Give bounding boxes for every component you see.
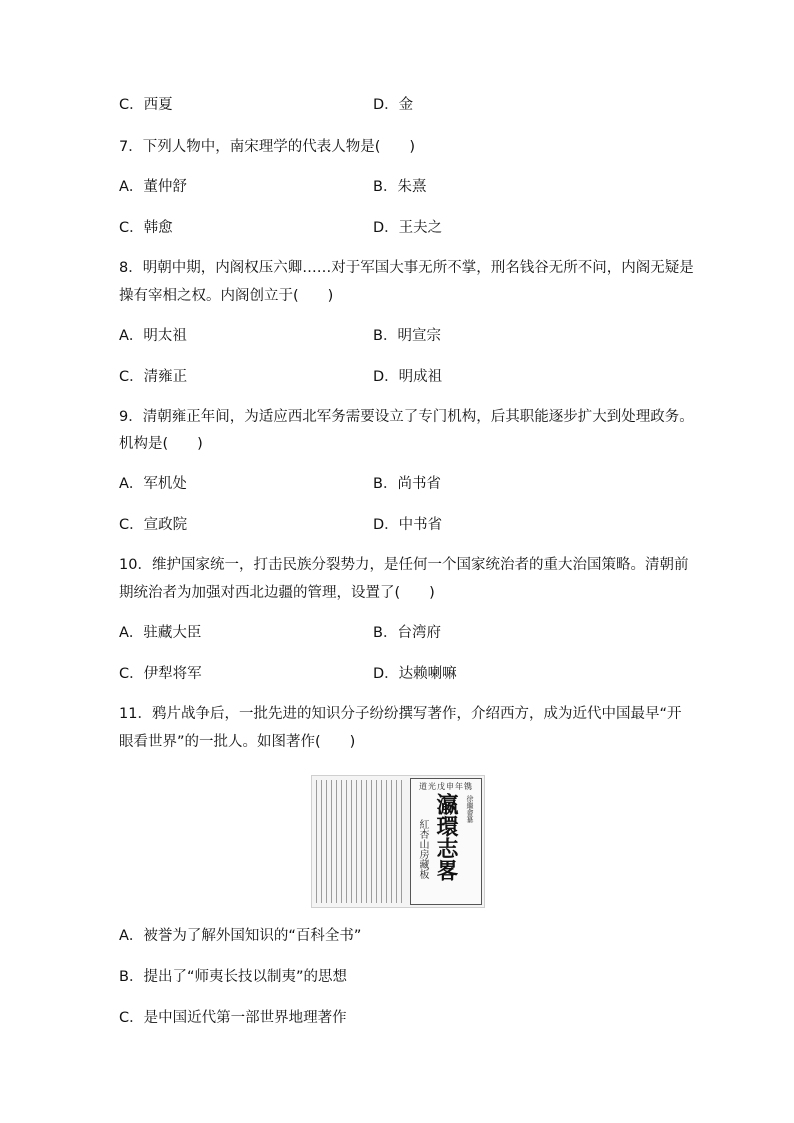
book-title-page [410, 778, 482, 905]
q8-stem-line1: 8．明朝中期，内阁权压六卿……对于军国大事无所不掌，刑名钱谷无所不问，内阁无疑是 [119, 260, 694, 276]
q8-stem-line2: 操有宰相之权。内阁创立于( ) [119, 288, 334, 304]
q7-option-d: D．王夫之 [373, 220, 443, 236]
q7-option-a: A．董仲舒 [119, 179, 187, 195]
q7-option-b: B．朱熹 [373, 179, 427, 195]
book-author: 徐繼畬纂 [466, 795, 474, 823]
q9-stem-line2: 机构是( ) [119, 436, 203, 452]
q10-stem-line1: 10．维护国家统一，打击民族分裂势力，是任何一个国家统治者的重大治国策略。清朝前 [119, 557, 689, 573]
q7-option-c: C．韩愈 [119, 220, 173, 236]
q8-option-d: D．明成祖 [373, 369, 443, 385]
q11-stem-line2: 眼看世界”的一批人。如图著作( ) [119, 734, 356, 750]
book-title: 瀛環志畧 [433, 793, 459, 881]
q8-option-b: B．明宣宗 [373, 328, 441, 344]
q9-option-d: D．中书省 [373, 517, 443, 533]
book-cover-image [311, 775, 485, 908]
q11-option-c: C．是中国近代第一部世界地理著作 [119, 1010, 347, 1026]
book-publisher: 紅杏山房藏板 [417, 819, 428, 879]
q7-stem: 7．下列人物中，南宋理学的代表人物是( ) [119, 139, 416, 155]
q8-option-a: A．明太祖 [119, 328, 187, 344]
q11-stem-line1: 11．鸦片战争后，一批先进的知识分子纷纷撰写著作，介绍西方，成为近代中国最早“开 [119, 706, 682, 722]
q9-option-b: B．尚书省 [373, 476, 441, 492]
book-text-page [316, 780, 406, 903]
q6-option-d: D．金 [373, 97, 414, 113]
book-edition-label: 道光戊申年镌 [419, 782, 473, 791]
q9-stem-line1: 9．清朝雍正年间，为适应西北军务需要设立了专门机构，后其职能逐步扩大到处理政务。 [119, 409, 694, 425]
q10-option-d: D．达赖喇嘛 [373, 666, 457, 682]
q10-option-a: A．驻藏大臣 [119, 625, 202, 641]
q9-option-a: A．军机处 [119, 476, 187, 492]
q6-option-c: C．西夏 [119, 97, 173, 113]
q10-option-b: B．台湾府 [373, 625, 441, 641]
q8-option-c: C．清雍正 [119, 369, 188, 385]
q11-option-b: B．提出了“师夷长技以制夷”的思想 [119, 969, 347, 985]
q9-option-c: C．宣政院 [119, 517, 188, 533]
q11-option-a: A．被誉为了解外国知识的“百科全书” [119, 928, 362, 944]
q10-option-c: C．伊犁将军 [119, 666, 202, 682]
q10-stem-line2: 期统治者为加强对西北边疆的管理，设置了( ) [119, 585, 435, 601]
